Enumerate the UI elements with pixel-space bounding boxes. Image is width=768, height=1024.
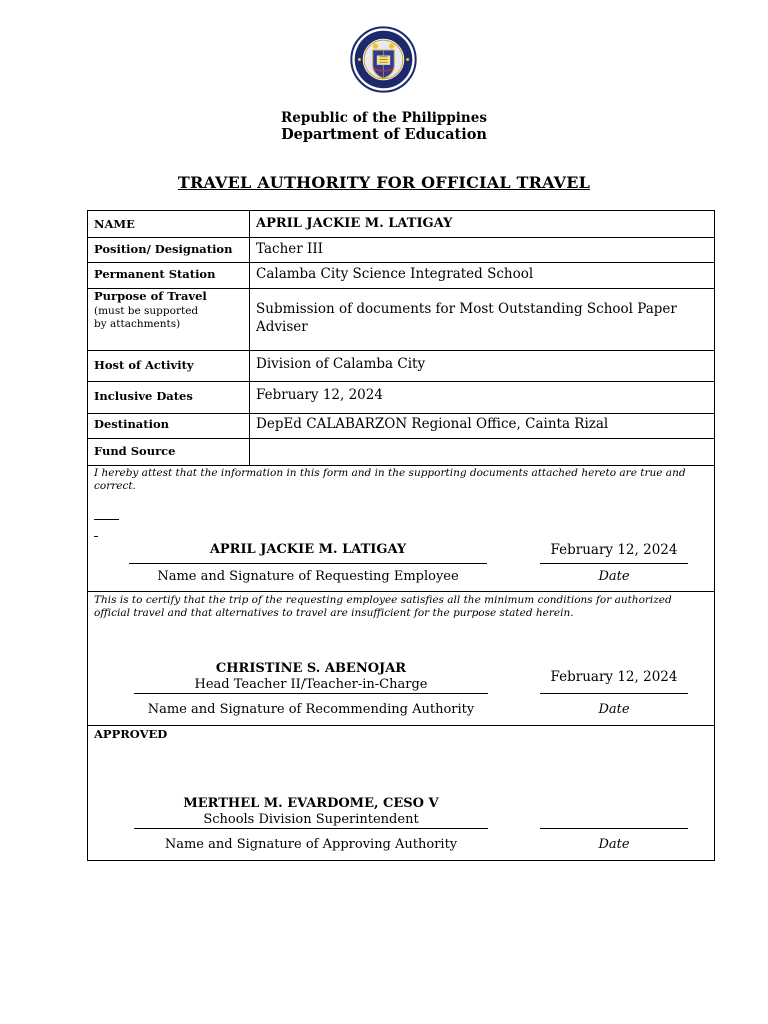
position-value: Tacher III: [256, 241, 323, 257]
purpose-label: Purpose of Travel: [94, 289, 207, 303]
column-divider: [249, 211, 250, 465]
name-label: NAME: [94, 217, 135, 231]
purpose-value-line2: Adviser: [256, 319, 308, 335]
station-label: Permanent Station: [94, 267, 216, 281]
row-divider: [88, 438, 714, 439]
destination-value: DepEd CALABARZON Regional Office, Cainta Rizal: [256, 416, 609, 432]
host-value: Division of Calamba City: [256, 356, 426, 372]
travel-authority-form: [87, 210, 715, 861]
fund-source-label: Fund Source: [94, 444, 176, 458]
row-divider: [88, 350, 714, 351]
recommending-date-line: [540, 693, 688, 694]
approving-date-line: [540, 828, 688, 829]
row-divider: [88, 381, 714, 382]
row-divider: [88, 262, 714, 263]
dates-value: February 12, 2024: [256, 387, 383, 403]
row-divider: [88, 465, 714, 466]
requesting-date-caption: Date: [598, 569, 630, 584]
destination-label: Destination: [94, 417, 169, 431]
approving-authority-name: MERTHEL M. EVARDOME, CESO V: [183, 796, 439, 811]
purpose-note-line2: by attachments): [94, 318, 181, 330]
attestation-statement: I hereby attest that the information in this form and in the supporting documents attached hereto are true and correct.: [94, 467, 686, 492]
approving-signature-line: [134, 828, 488, 829]
header-republic: Republic of the Philippines: [281, 110, 487, 126]
dates-label: Inclusive Dates: [94, 389, 193, 403]
row-divider: [88, 237, 714, 238]
row-divider: [88, 413, 714, 414]
deped-seal-logo: [350, 26, 417, 93]
purpose-note-line1: (must be supported: [94, 305, 199, 317]
approving-authority-caption: Name and Signature of Approving Authority: [164, 837, 458, 852]
name-value: APRIL JACKIE M. LATIGAY: [256, 216, 453, 231]
recommending-authority-name: CHRISTINE S. ABENOJAR: [215, 661, 407, 676]
certification-statement: This is to certify that the trip of the requesting employee satisfies all the minimum conditions for authorized official travel and that alternatives to travel are insufficient for the purpose stated herein.: [94, 594, 672, 619]
station-value: Calamba City Science Integrated School: [256, 266, 534, 282]
requesting-date-value: February 12, 2024: [550, 542, 678, 558]
row-divider: [88, 591, 714, 592]
signature-mark: [94, 536, 98, 537]
requesting-date-line: [540, 563, 688, 564]
document-title: TRAVEL AUTHORITY FOR OFFICIAL TRAVEL: [177, 173, 591, 192]
approving-authority-position: Schools Division Superintendent: [203, 812, 419, 827]
recommending-authority-position: Head Teacher II/Teacher-in-Charge: [194, 677, 428, 692]
requesting-signature-line: [129, 563, 487, 564]
header-department: Department of Education: [281, 126, 487, 143]
position-label: Position/ Designation: [94, 242, 233, 256]
requesting-employee-caption: Name and Signature of Requesting Employee: [157, 569, 459, 584]
signature-mark: [94, 519, 119, 520]
requesting-employee-name: APRIL JACKIE M. LATIGAY: [209, 542, 407, 557]
approved-label: APPROVED: [94, 727, 168, 741]
approving-date-caption: Date: [598, 837, 630, 852]
recommending-date-caption: Date: [598, 702, 630, 717]
host-label: Host of Activity: [94, 358, 194, 372]
purpose-value-line1: Submission of documents for Most Outstanding School Paper: [256, 301, 677, 317]
row-divider: [88, 725, 714, 726]
recommending-signature-line: [134, 693, 488, 694]
recommending-date-value: February 12, 2024: [550, 669, 678, 685]
recommending-authority-caption: Name and Signature of Recommending Authority: [147, 702, 475, 717]
